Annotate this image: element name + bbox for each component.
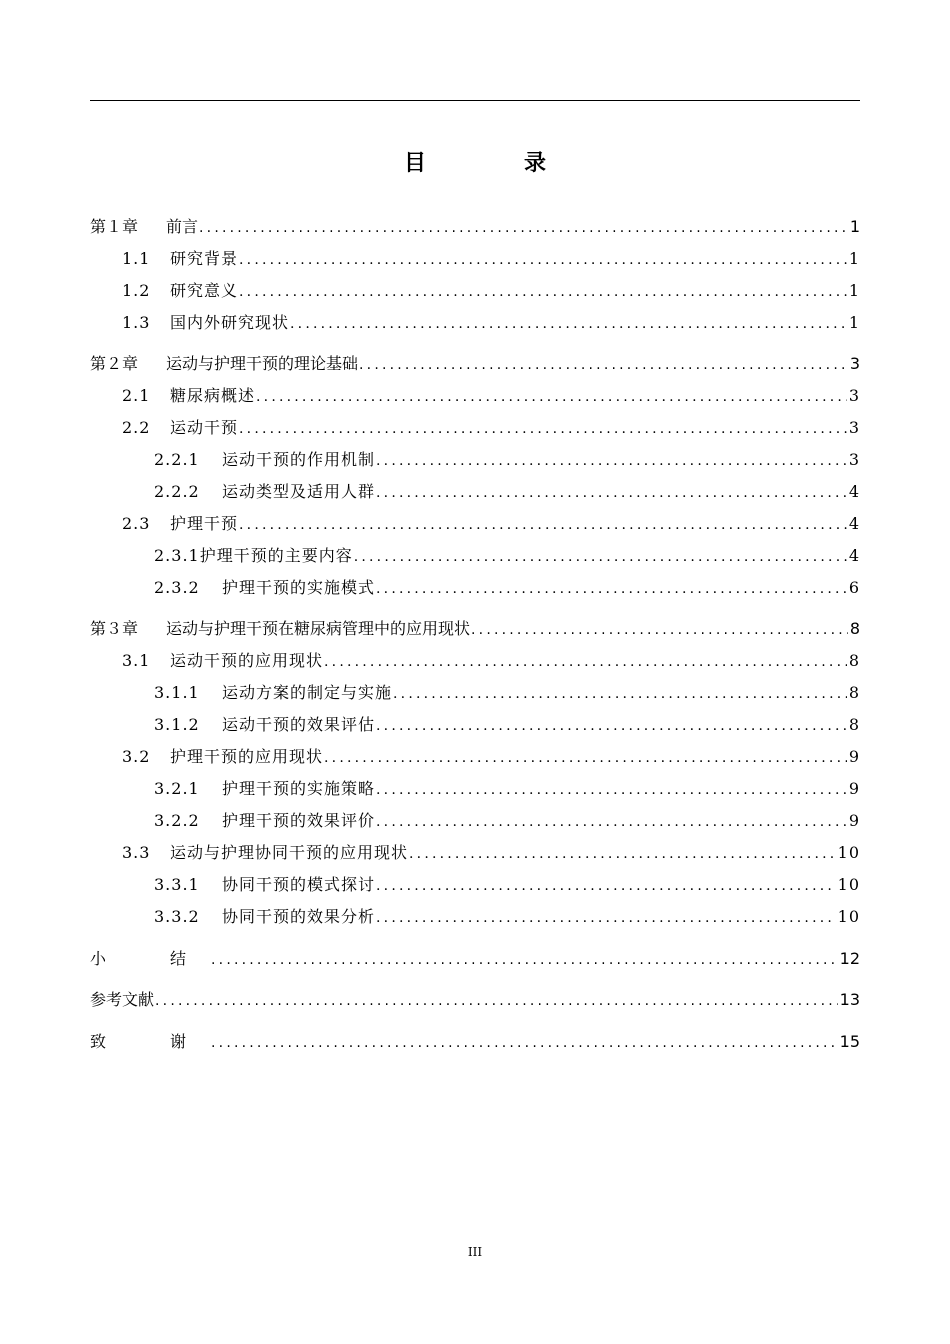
dot-leader: [376, 485, 847, 501]
entry-number: 2.1: [122, 386, 151, 405]
entry-page: 9: [848, 779, 860, 798]
entry-title: 运动与护理干预的理论基础: [166, 354, 359, 373]
dot-leader: [409, 846, 836, 862]
entry-number: 2.3.1: [154, 546, 200, 565]
entry-page: 6: [848, 578, 860, 597]
entry-number: 2.2: [122, 418, 151, 437]
dot-leader: [376, 581, 847, 597]
dot-leader: [211, 952, 838, 968]
entry-page: 4: [848, 482, 860, 501]
entry-number: 3.1.1: [154, 683, 200, 702]
toc-entry-2-3[interactable]: [90, 511, 860, 537]
toc-entry-2-2-1[interactable]: [90, 447, 860, 473]
dot-leader: [359, 357, 848, 373]
entry-number: 小 结: [90, 949, 211, 968]
dot-leader: [376, 782, 847, 798]
entry-title: 研究背景: [170, 249, 239, 268]
toc-entry-3-2[interactable]: [90, 744, 860, 770]
entry-title: 护理干预的主要内容: [199, 546, 353, 565]
entry-page: 13: [839, 990, 860, 1009]
toc-entry-chapter-1[interactable]: [90, 214, 860, 240]
entry-title: 运动与护理协同干预的应用现状: [170, 843, 409, 862]
entry-title: 运动干预的应用现状: [170, 651, 324, 670]
entry-page: 8: [848, 683, 860, 702]
entry-number: 3.3: [122, 843, 151, 862]
entry-number: 3.3.1: [154, 875, 200, 894]
dot-leader: [376, 453, 847, 469]
entry-title: 糖尿病概述: [170, 386, 256, 405]
entry-title: 协同干预的效果分析: [222, 907, 376, 926]
entry-page: 9: [848, 811, 860, 830]
toc-entry-2-2-2[interactable]: [90, 479, 860, 505]
toc-entry-2-3-1[interactable]: [90, 543, 860, 569]
toc-entry-summary[interactable]: [90, 946, 860, 972]
entry-title: 护理干预的应用现状: [170, 747, 324, 766]
entry-number: 第３章: [90, 619, 139, 638]
dot-leader: [376, 718, 847, 734]
page-number: III: [467, 1245, 483, 1259]
toc-entry-2-2[interactable]: [90, 415, 860, 441]
entry-title: 前言: [166, 217, 199, 236]
entry-page: 15: [839, 1032, 860, 1051]
entry-number: 致 谢: [90, 1032, 211, 1051]
entry-page: 4: [848, 546, 860, 565]
toc-entry-3-1-1[interactable]: [90, 680, 860, 706]
entry-page: 1: [848, 249, 860, 268]
toc-entry-acknowledgements[interactable]: [90, 1029, 860, 1055]
toc-entry-3-2-1[interactable]: [90, 776, 860, 802]
toc-entry-1-2[interactable]: [90, 278, 860, 304]
toc-entry-chapter-3[interactable]: [90, 616, 860, 642]
entry-number: 3.1: [122, 651, 151, 670]
dot-leader: [239, 517, 847, 533]
toc-entry-2-1[interactable]: [90, 383, 860, 409]
dot-leader: [199, 220, 848, 236]
entry-page: 10: [837, 875, 860, 894]
entry-page: 9: [848, 747, 860, 766]
dot-leader: [239, 252, 847, 268]
dot-leader: [211, 1035, 838, 1051]
entry-number: 参考文献: [90, 990, 155, 1009]
dot-leader: [354, 549, 847, 565]
dot-leader: [256, 389, 847, 405]
dot-leader: [239, 421, 847, 437]
entry-title: 运动干预的作用机制: [222, 450, 376, 469]
entry-title: 运动干预: [170, 418, 239, 437]
entry-page: 10: [837, 843, 860, 862]
header-rule: [90, 100, 860, 101]
toc-entry-1-3[interactable]: [90, 310, 860, 336]
toc-entry-3-3-1[interactable]: [90, 872, 860, 898]
entry-title: 护理干预: [170, 514, 239, 533]
entry-number: 3.1.2: [154, 715, 200, 734]
entry-number: 1.1: [122, 249, 151, 268]
entry-title: 研究意义: [170, 281, 239, 300]
dot-leader: [324, 654, 847, 670]
toc-entry-2-3-2[interactable]: [90, 575, 860, 601]
page-title: 目 录: [403, 151, 584, 176]
entry-page: 10: [837, 907, 860, 926]
entry-title: 运动方案的制定与实施: [222, 683, 393, 702]
entry-title: 协同干预的模式探讨: [222, 875, 376, 894]
dot-leader: [290, 316, 847, 332]
toc-entry-3-1[interactable]: [90, 648, 860, 674]
entry-page: 3: [848, 386, 860, 405]
entry-number: 3.2.1: [154, 779, 200, 798]
entry-title: 运动与护理干预在糖尿病管理中的应用现状: [166, 619, 471, 638]
entry-page: 4: [848, 514, 860, 533]
dot-leader: [239, 284, 847, 300]
dot-leader: [471, 622, 848, 638]
entry-number: 2.2.1: [154, 450, 200, 469]
entry-title: 护理干预的实施策略: [222, 779, 376, 798]
entry-number: 2.2.2: [154, 482, 200, 501]
entry-number: 1.2: [122, 281, 151, 300]
toc-entry-3-1-2[interactable]: [90, 712, 860, 738]
dot-leader: [155, 993, 838, 1009]
entry-page: 1: [848, 313, 860, 332]
entry-title: 护理干预的效果评价: [222, 811, 376, 830]
toc-entry-3-2-2[interactable]: [90, 808, 860, 834]
entry-page: 8: [848, 651, 860, 670]
entry-page: 3: [849, 354, 860, 373]
entry-number: 第２章: [90, 354, 139, 373]
entry-page: 8: [849, 619, 860, 638]
entry-number: 2.3: [122, 514, 151, 533]
dot-leader: [393, 686, 847, 702]
toc-entry-references[interactable]: [90, 987, 860, 1013]
entry-page: 8: [848, 715, 860, 734]
dot-leader: [376, 878, 836, 894]
entry-title: 国内外研究现状: [170, 313, 290, 332]
toc-entry-chapter-2[interactable]: [90, 351, 860, 377]
toc-entry-3-3[interactable]: [90, 840, 860, 866]
entry-page: 3: [848, 418, 860, 437]
entry-title: 护理干预的实施模式: [222, 578, 376, 597]
dot-leader: [376, 910, 836, 926]
toc-entry-3-3-2[interactable]: [90, 904, 860, 930]
entry-number: 3.3.2: [154, 907, 200, 926]
entry-title: 运动类型及适用人群: [222, 482, 376, 501]
entry-page: 1: [848, 281, 860, 300]
toc-entry-1-1[interactable]: [90, 246, 860, 272]
entry-number: 第１章: [90, 217, 139, 236]
entry-number: 3.2.2: [154, 811, 200, 830]
entry-number: 1.3: [122, 313, 151, 332]
entry-number: 2.3.2: [154, 578, 200, 597]
entry-page: 3: [848, 450, 860, 469]
entry-number: 3.2: [122, 747, 151, 766]
entry-page: 12: [839, 949, 860, 968]
entry-title: 运动干预的效果评估: [222, 715, 376, 734]
dot-leader: [324, 750, 847, 766]
entry-page: 1: [849, 217, 860, 236]
dot-leader: [376, 814, 847, 830]
